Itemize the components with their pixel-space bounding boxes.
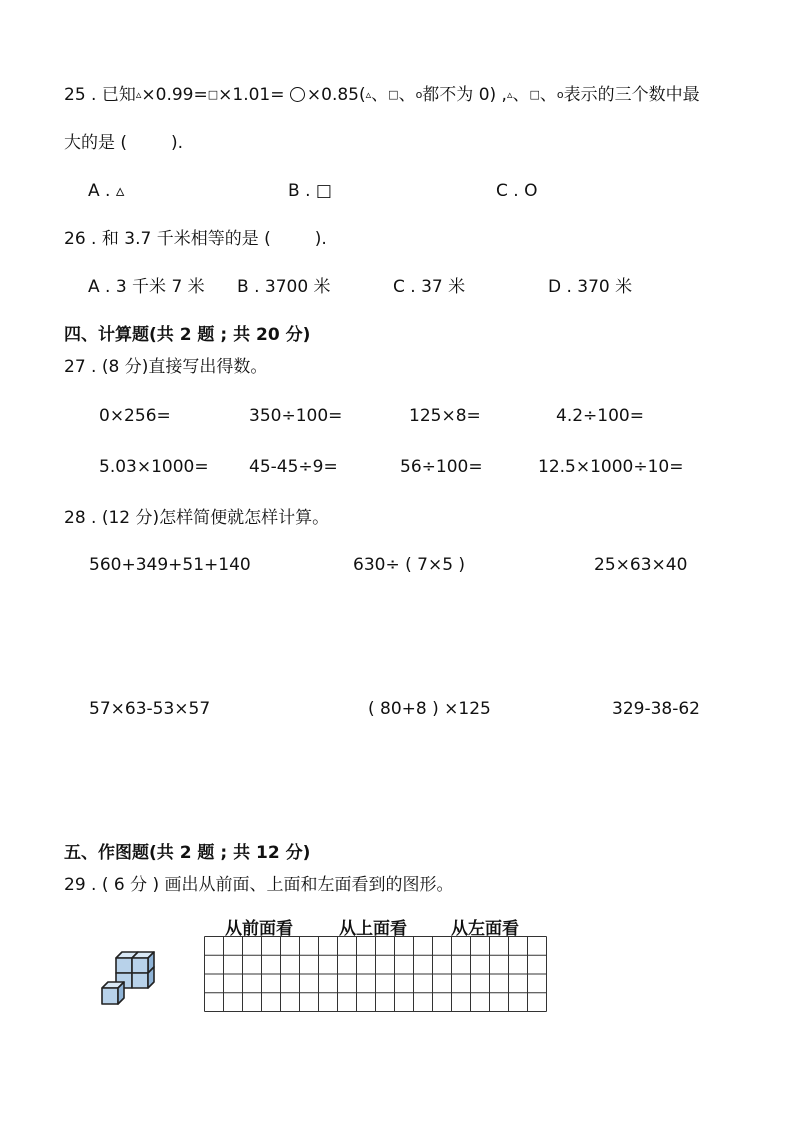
q25-line1: 25 . 已知▵×0.99=□×1.01= ×0.85(▵、□、o都不为 0) ,▵、□、o表示的三个数中最 (64, 85, 700, 105)
q28-item: 25×63×40 (594, 555, 688, 575)
q28-item: 630÷ ( 7×5 ) (353, 555, 466, 575)
q25-option-a[interactable]: A . ▵ (88, 181, 125, 201)
q28-item: 560+349+51+140 (89, 555, 251, 575)
grid-label-left: 从左面看 (451, 919, 519, 939)
q27-item: 5.03×1000= (99, 457, 209, 477)
q28-item: ( 80+8 ) ×125 (368, 699, 491, 719)
triangle-symbol: ▵ (135, 88, 142, 101)
q27-item: 12.5×1000÷10= (538, 457, 684, 477)
q25-option-c[interactable]: C . O (496, 181, 538, 201)
section5-title: 五、作图题(共 2 题 ; 共 12 分) (64, 843, 311, 863)
q26-number: 26 (64, 229, 86, 249)
drawing-grid[interactable] (204, 936, 547, 1012)
q28-prompt: 28 . (12 分)怎样简便就怎样计算。 (64, 508, 330, 528)
q25-line2: 大的是 ( ). (64, 133, 184, 153)
q26-option-b[interactable]: B . 3700 米 (237, 277, 331, 297)
q27-item: 125×8= (409, 406, 481, 426)
q25-number: 25 (64, 85, 86, 105)
q28-item: 329-38-62 (612, 699, 700, 719)
q26-option-c[interactable]: C . 37 米 (393, 277, 466, 297)
grid-label-front: 从前面看 (225, 919, 293, 939)
q26-option-a[interactable]: A . 3 千米 7 米 (88, 277, 205, 297)
q25-option-b[interactable]: B . □ (288, 181, 332, 201)
q27-item: 45-45÷9= (249, 457, 338, 477)
cube-stack-figure (96, 950, 166, 1016)
grid-label-top: 从上面看 (339, 919, 407, 939)
q27-item: 56÷100= (400, 457, 483, 477)
q27-item: 350÷100= (249, 406, 343, 426)
q29-prompt: 29 . ( 6 分 ) 画出从前面、上面和左面看到的图形。 (64, 875, 454, 895)
q28-item: 57×63-53×57 (89, 699, 211, 719)
q27-item: 0×256= (99, 406, 171, 426)
q26-option-d[interactable]: D . 370 米 (548, 277, 633, 297)
q27-item: 4.2÷100= (556, 406, 644, 426)
q27-prompt: 27 . (8 分)直接写出得数。 (64, 357, 268, 377)
section4-title: 四、计算题(共 2 题 ; 共 20 分) (64, 325, 311, 345)
q26-line: 26 . 和 3.7 千米相等的是 ( ). (64, 229, 327, 249)
square-symbol: □ (207, 88, 219, 101)
circle-symbol (290, 87, 305, 102)
